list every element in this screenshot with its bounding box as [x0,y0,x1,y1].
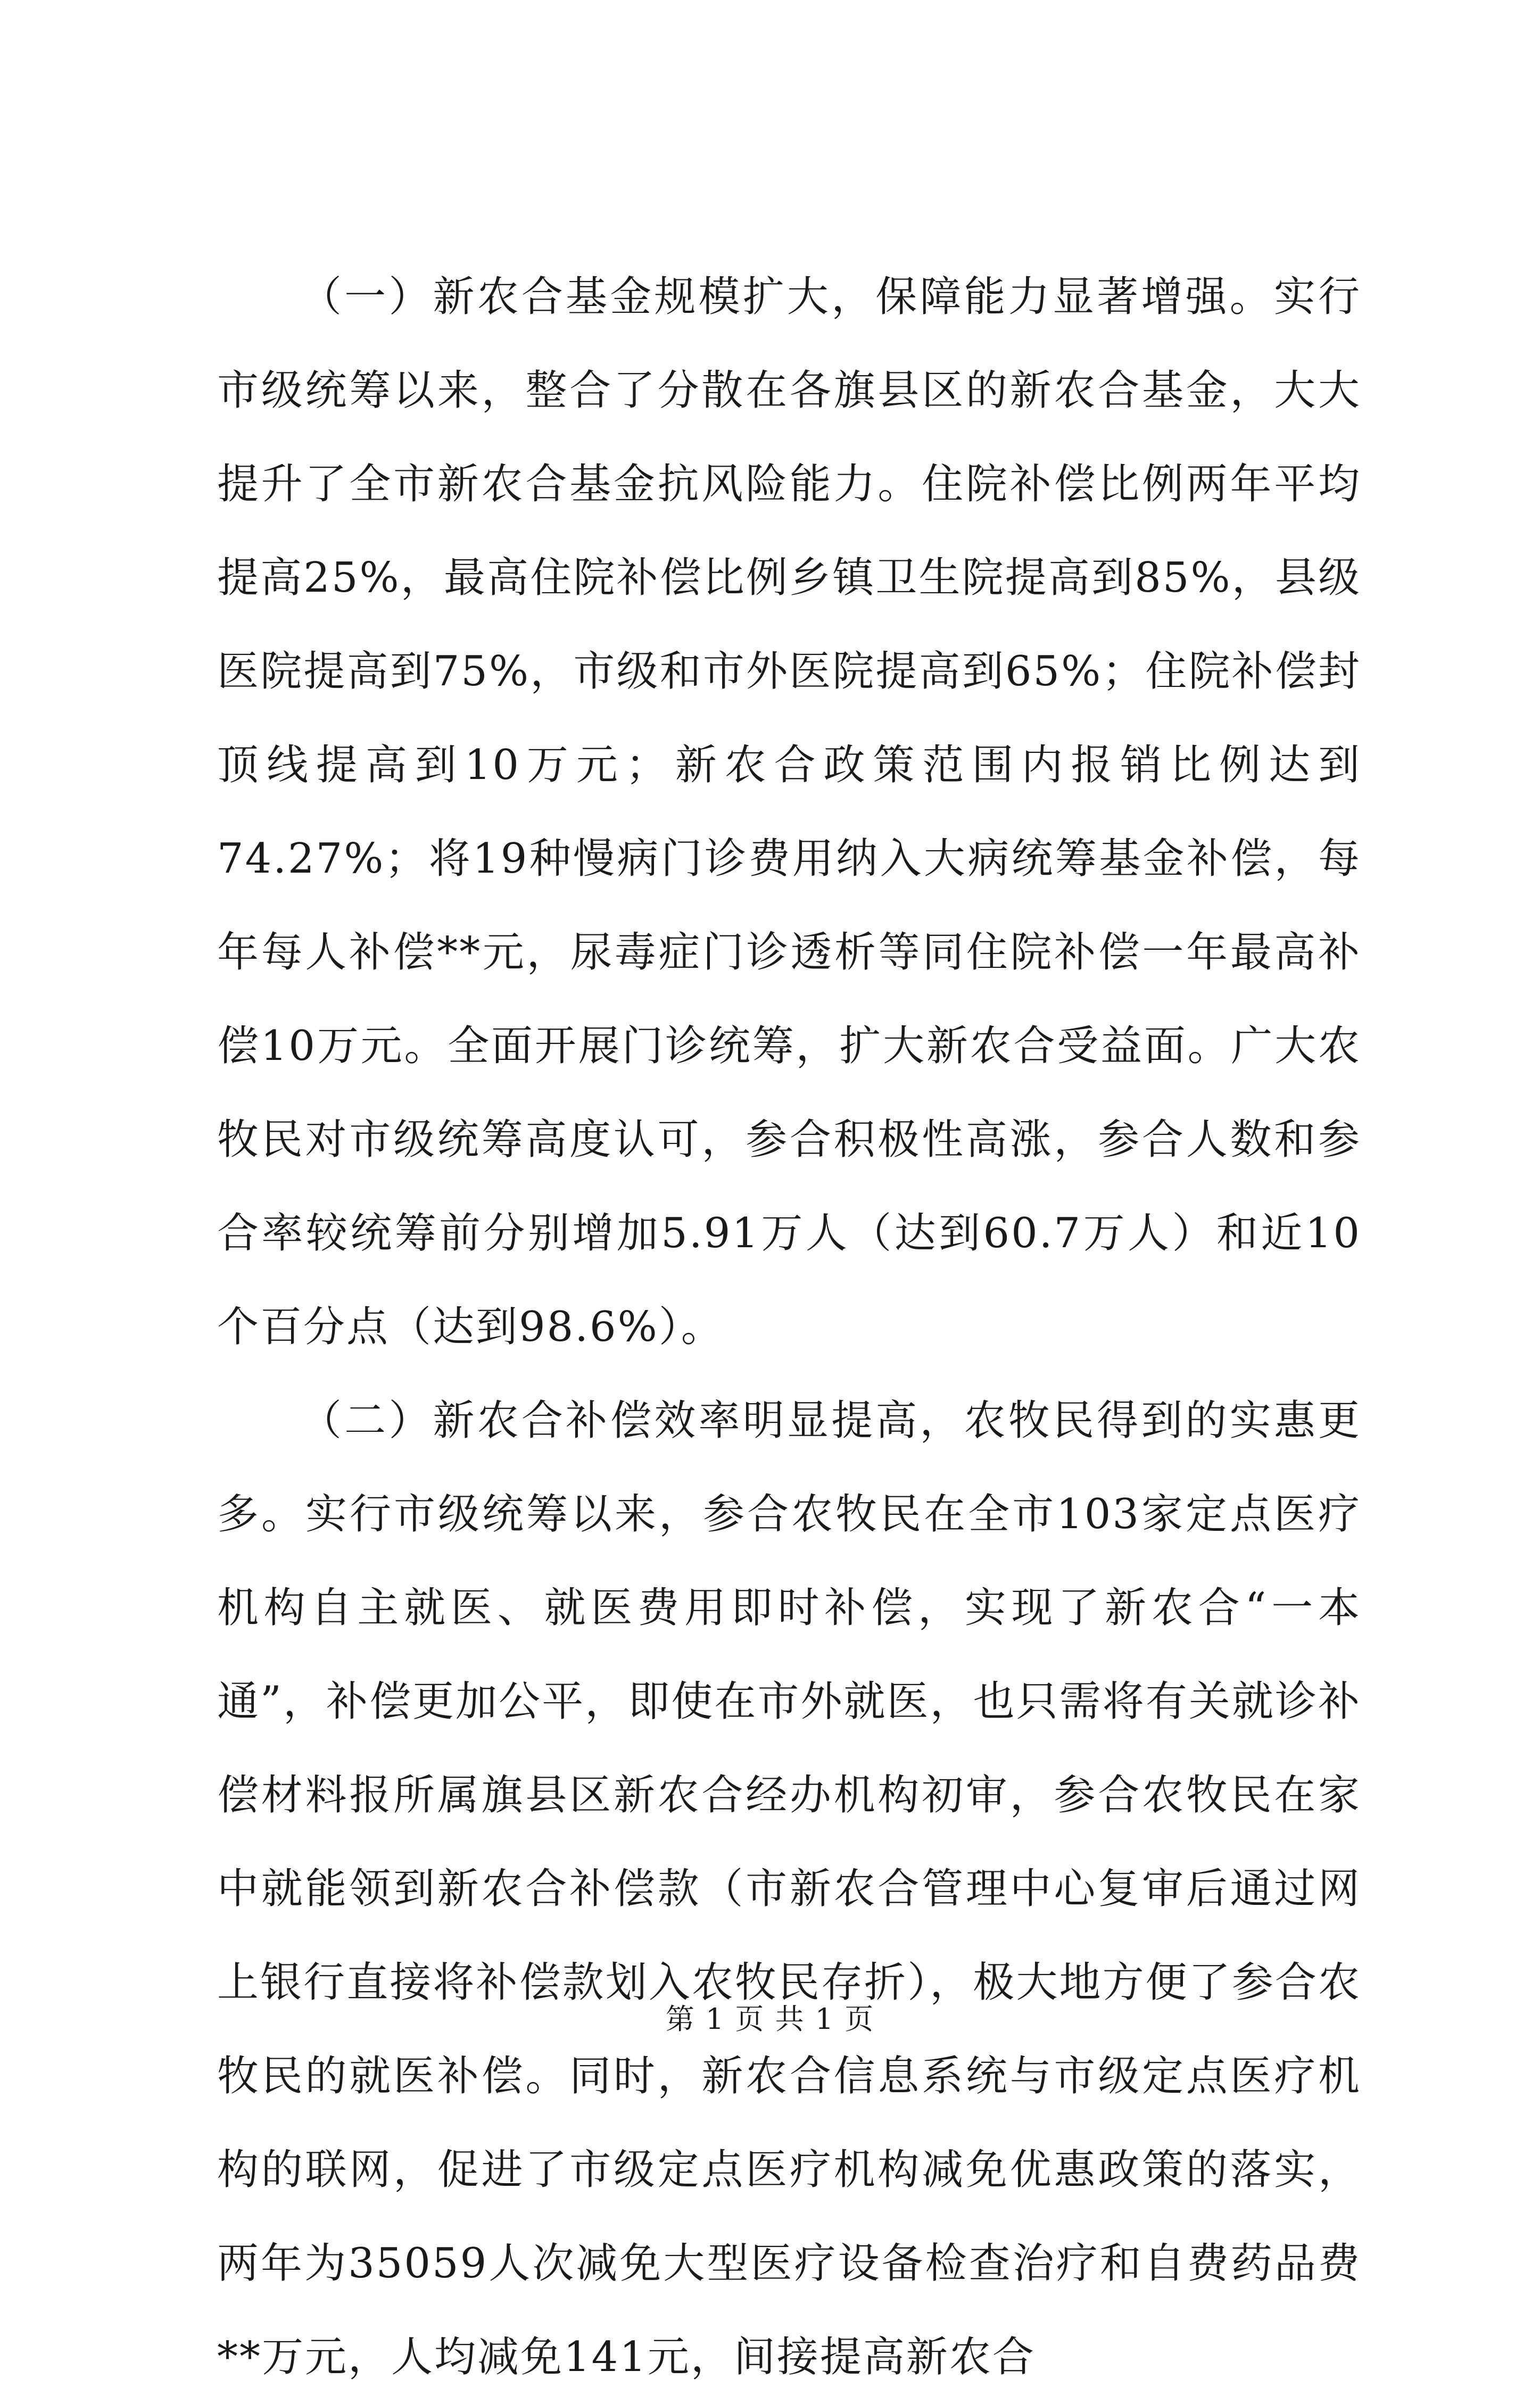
document-body [217,250,1361,2404]
paragraph-2: （二）新农合补偿效率明显提高，农牧民得到的实惠更多。实行市级统筹以来，参合农牧民在全市103家定点医疗机构自主就医、就医费用即时补偿，实现了新农合“一本通”，补偿更加公平，即使在市外就医，也只需将有关就诊补偿材料报所属旗县区新农合经办机构初审，参合农牧民在家中就能领到新农合补偿款（市新农合管理中心复审后通过网上银行直接将补偿款划入农牧民存折），极大地方便了参合农牧民的就医补偿。同时，新农合信息系统与市级定点医疗机构的联网，促进了市级定点医疗机构减免优惠政策的落实，两年为35059人次减免大型医疗设备检查治疗和自费药品费**万元，人均减免141元，间接提高新农合 [217,1397,1361,2381]
page-footer: 第 1 页 共 1 页 [665,2002,875,2036]
paragraph-1: （一）新农合基金规模扩大，保障能力显著增强。实行市级统筹以来，整合了分散在各旗县区的新农合基金，大大提升了全市新农合基金抗风险能力。住院补偿比例两年平均提高25%，最高住院补偿比例乡镇卫生院提高到85%，县级医院提高到75%，市级和市外医院提高到65%；住院补偿封顶线提高到10万元；新农合政策范围内报销比例达到74.27%；将19种慢病门诊费用纳入大病统筹基金补偿，每年每人补偿**元，尿毒症门诊透析等同住院补偿一年最高补偿10万元。全面开展门诊统筹，扩大新农合受益面。广大农牧民对市级统筹高度认可，参合积极性高涨，参合人数和参合率较统筹前分别增加5.91万人（达到60.7万人）和近10个百分点（达到98.6%）。 [217,273,1361,1351]
